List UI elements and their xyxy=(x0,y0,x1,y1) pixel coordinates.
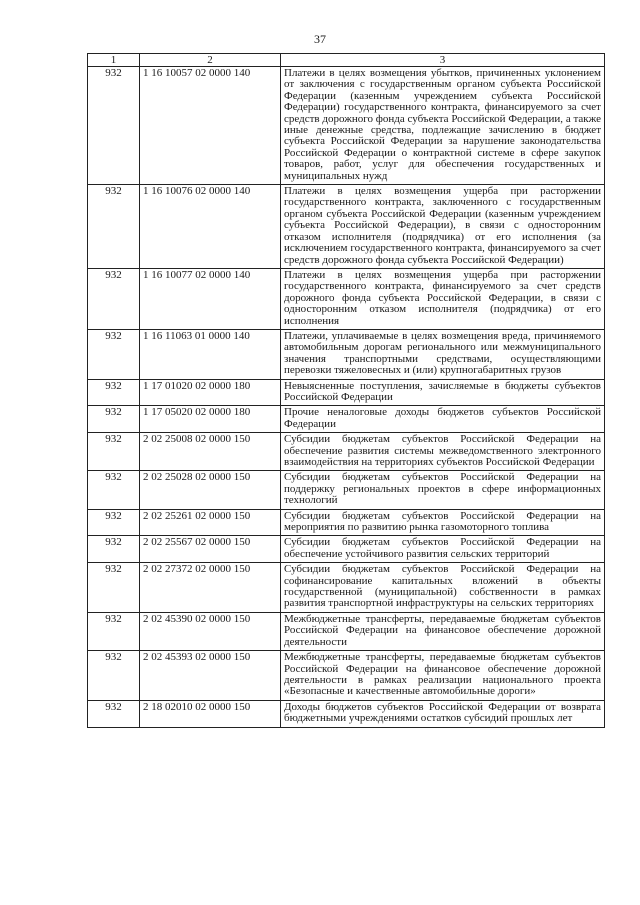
table-row xyxy=(88,268,605,329)
table-row xyxy=(88,700,605,727)
budget-code-cell: 1 17 05020 02 0000 180 xyxy=(140,406,281,433)
budget-code-cell: 1 16 11063 01 0000 140 xyxy=(140,329,281,379)
revenue-description-cell: Прочие неналоговые доходы бюджетов субъектов Российской Федерации xyxy=(281,406,605,433)
admin-code-cell: 932 xyxy=(88,471,140,509)
table-header-row xyxy=(88,54,605,67)
revenue-description-cell: Платежи, уплачиваемые в целях возмещения вреда, причиняемого автомобильным дорогам регионального или межмуниципального значения транспортными средствами, осуществляющими перевозки тяжеловесных и (или) крупногабаритных грузов xyxy=(281,329,605,379)
page-number: 37 xyxy=(314,32,326,46)
table-row xyxy=(88,433,605,471)
revenue-description-cell: Платежи в целях возмещения ущерба при расторжении государственного контракта, финансируемого за счет средств дорожного фонда субъекта Российской Федерации, в связи с односторонним отказом исполнителя (подрядчика) от его исполнения xyxy=(281,268,605,329)
table-row xyxy=(88,612,605,650)
revenue-description-cell: Субсидии бюджетам субъектов Российской Федерации на поддержку региональных проектов в сфере информационных технологий xyxy=(281,471,605,509)
table-row xyxy=(88,379,605,406)
column-header-2: 2 xyxy=(140,54,281,67)
budget-code-cell: 1 16 10077 02 0000 140 xyxy=(140,268,281,329)
budget-code-cell: 2 02 27372 02 0000 150 xyxy=(140,563,281,613)
table-row xyxy=(88,329,605,379)
table-row xyxy=(88,509,605,536)
column-header-1: 1 xyxy=(88,54,140,67)
admin-code-cell: 932 xyxy=(88,379,140,406)
table-row xyxy=(88,651,605,701)
table-row xyxy=(88,536,605,563)
revenue-description-cell: Субсидии бюджетам субъектов Российской Федерации на обеспечение развития системы межведомственного электронного взаимодействия на территориях субъектов Российской Федерации xyxy=(281,433,605,471)
revenue-description-cell: Платежи в целях возмещения ущерба при расторжении государственного контракта, заключенного с государственным органом субъекта Российской Федерации (казенным учреждением субъекта Российской Федерации), в связи с односторонним отказом исполнителя (подрядчика) от его исполнения (за исключением государственного контракта, финансируемого за счет средств дорожного фонда субъекта Российской Федерации) xyxy=(281,185,605,269)
admin-code-cell: 932 xyxy=(88,563,140,613)
budget-code-cell: 2 02 25028 02 0000 150 xyxy=(140,471,281,509)
admin-code-cell: 932 xyxy=(88,700,140,727)
budget-code-cell: 2 02 45393 02 0000 150 xyxy=(140,651,281,701)
revenue-description-cell: Межбюджетные трансферты, передаваемые бюджетам субъектов Российской Федерации на финансовое обеспечение дорожной деятельности xyxy=(281,612,605,650)
admin-code-cell: 932 xyxy=(88,509,140,536)
admin-code-cell: 932 xyxy=(88,536,140,563)
admin-code-cell: 932 xyxy=(88,329,140,379)
table-row xyxy=(88,563,605,613)
budget-code-cell: 1 16 10076 02 0000 140 xyxy=(140,185,281,269)
budget-code-cell: 1 17 01020 02 0000 180 xyxy=(140,379,281,406)
revenue-description-cell: Субсидии бюджетам субъектов Российской Федерации на обеспечение устойчивого развития сельских территорий xyxy=(281,536,605,563)
admin-code-cell: 932 xyxy=(88,433,140,471)
table-row xyxy=(88,185,605,269)
budget-code-cell: 2 18 02010 02 0000 150 xyxy=(140,700,281,727)
budget-code-cell: 2 02 25008 02 0000 150 xyxy=(140,433,281,471)
budget-code-cell: 1 16 10057 02 0000 140 xyxy=(140,67,281,185)
revenue-description-cell: Платежи в целях возмещения убытков, причиненных уклонением от заключения с государственным органом субъекта Российской Федерации (казенным учреждением субъекта Российской Федерации) государственного контракта, финансируемого за счет средств дорожного фонда субъекта Российской Федерации, а также иные денежные средства, подлежащие зачислению в бюджет субъекта Российской Федерации за нарушение законодательства Российской Федерации о контрактной системе в сфере закупок товаров, работ, услуг для обеспечения государственных и муниципальных нужд xyxy=(281,67,605,185)
revenue-description-cell: Доходы бюджетов субъектов Российской Федерации от возврата бюджетными учреждениями остатков субсидий прошлых лет xyxy=(281,700,605,727)
budget-code-cell: 2 02 25261 02 0000 150 xyxy=(140,509,281,536)
column-header-3: 3 xyxy=(281,54,605,67)
admin-code-cell: 932 xyxy=(88,67,140,185)
revenue-codes-table xyxy=(87,53,605,728)
table-row xyxy=(88,471,605,509)
table-row xyxy=(88,406,605,433)
revenue-description-cell: Субсидии бюджетам субъектов Российской Федерации на мероприятия по развитию рынка газомоторного топлива xyxy=(281,509,605,536)
admin-code-cell: 932 xyxy=(88,268,140,329)
admin-code-cell: 932 xyxy=(88,185,140,269)
budget-code-cell: 2 02 25567 02 0000 150 xyxy=(140,536,281,563)
revenue-description-cell: Субсидии бюджетам субъектов Российской Федерации на софинансирование капитальных вложений в объекты государственной (муниципальной) собственности в рамках развития транспортной инфраструктуры на сельских территориях xyxy=(281,563,605,613)
admin-code-cell: 932 xyxy=(88,651,140,701)
admin-code-cell: 932 xyxy=(88,406,140,433)
revenue-description-cell: Межбюджетные трансферты, передаваемые бюджетам субъектов Российской Федерации на финансовое обеспечение дорожной деятельности в рамках реализации национального проекта «Безопасные и качественные автомобильные дороги» xyxy=(281,651,605,701)
revenue-description-cell: Невыясненные поступления, зачисляемые в бюджеты субъектов Российской Федерации xyxy=(281,379,605,406)
table-row xyxy=(88,67,605,185)
admin-code-cell: 932 xyxy=(88,612,140,650)
budget-code-cell: 2 02 45390 02 0000 150 xyxy=(140,612,281,650)
